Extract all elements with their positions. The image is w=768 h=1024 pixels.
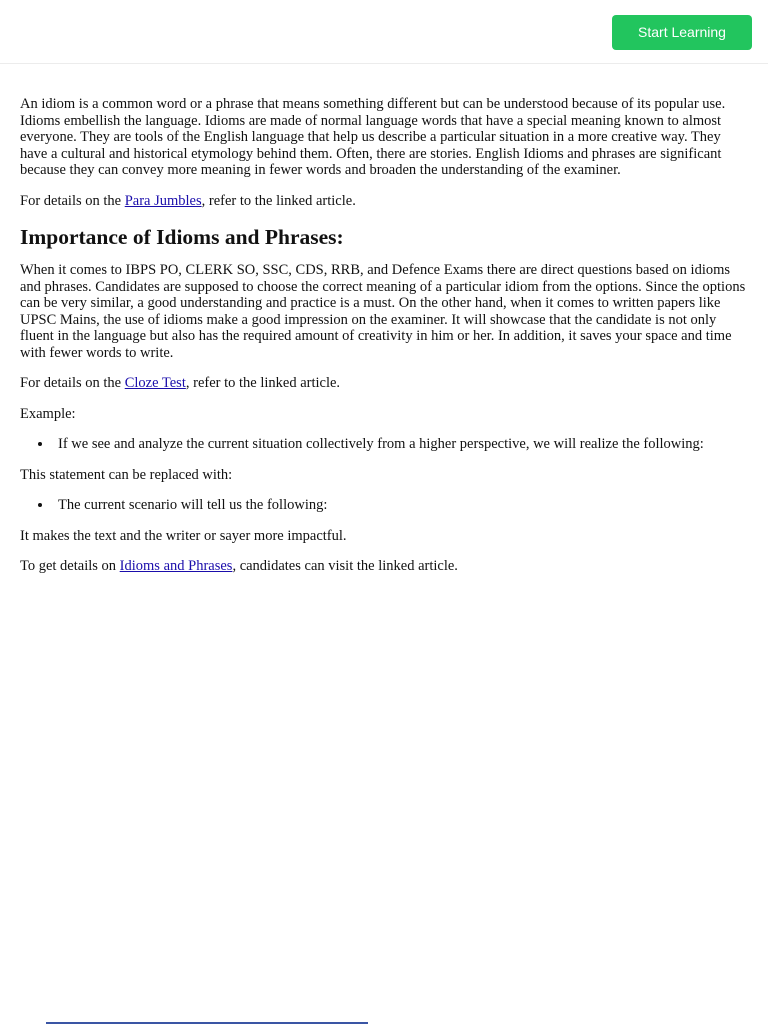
importance-paragraph: When it comes to IBPS PO, CLERK SO, SSC, CDS, RRB, and Defence Exams there are direct questions based on idioms and phrases. Candidates are supposed to choose the correct meaning of a particular idiom from the options. Since the options can be very similar, a good understanding and practice is a must. On the other hand, when it comes to written papers like UPSC Mains, the use of idioms make a good impression on the examiner. It will showcase that the candidate is not only fluent in the language but also has the required amount of creativity in him or her. In addition, it saves your space and time with fewer words to write.: [20, 262, 746, 361]
list-item: [58, 436, 748, 453]
replaced-label: This statement can be replaced with:: [20, 466, 233, 483]
cloze-paragraph: [20, 375, 748, 392]
intro-paragraph: An idiom is a common word or a phrase that means something different but can be understood because of its popular use. Idioms embellish the language. Idioms are made of normal language words that have a special meaning known to almost everyone. They are tools of the English language that help us describe a particular situation in a more creative way. They have a cultural and historical etymology behind them. Often, there are stories. English Idioms and phrases are significant because they can convey more meaning in fewer words and broaden the understanding of the examiner.: [20, 96, 726, 178]
start-learning-button[interactable]: Start Learning: [612, 15, 752, 50]
cloze-prefix: For details on the: [20, 375, 125, 391]
top-bar: [0, 0, 768, 64]
replaced-list: [20, 497, 748, 514]
para-jumbles-suffix: , refer to the linked article.: [201, 192, 356, 209]
example-bullet-text: If we see and analyze the current situation collectively from a higher perspective, we will realize the following:: [58, 436, 704, 452]
cloze-test-link[interactable]: Cloze Test: [124, 375, 186, 391]
cloze-suffix: , refer to the linked article.: [185, 375, 341, 391]
impact-paragraph: It makes the text and the writer or sayer more impactful.: [20, 527, 347, 544]
section-heading: Importance of Idioms and Phrases:: [20, 225, 344, 249]
idioms-suffix: , candidates can visit the linked article.: [232, 558, 458, 574]
list-item: [58, 497, 748, 514]
replaced-bullet-text: The current scenario will tell us the following:: [58, 497, 328, 513]
example-label: Example:: [20, 405, 76, 422]
para-jumbles-link[interactable]: Para Jumbles: [124, 192, 202, 209]
example-list: [20, 436, 748, 453]
bullet-icon: [38, 503, 42, 507]
article-content: [20, 96, 748, 589]
bullet-icon: [38, 442, 42, 446]
para-jumbles-paragraph: [20, 193, 748, 210]
idioms-prefix: To get details on: [20, 558, 120, 574]
idioms-and-phrases-link[interactable]: Idioms and Phrases: [119, 558, 233, 574]
para-jumbles-prefix: For details on the: [20, 192, 125, 209]
idioms-paragraph: [20, 558, 748, 575]
